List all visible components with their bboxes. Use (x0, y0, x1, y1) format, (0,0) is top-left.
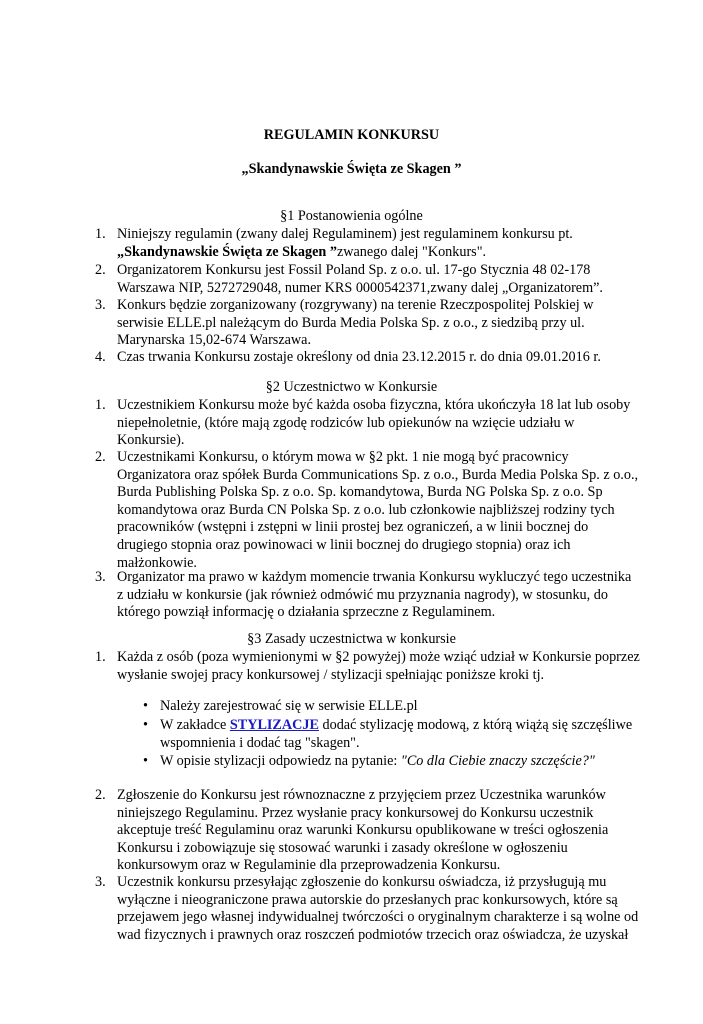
item-number: 3. (95, 569, 106, 585)
section-heading: §2 Uczestnictwo w Konkursie (265, 379, 438, 395)
text-line: Konkursu i zobowiązuje się stosować warunki i zasady określone w ogłoszeniu (117, 839, 568, 856)
item-number: 1. (95, 226, 106, 242)
contest-question: "Co dla Ciebie znaczy szczęście?" (400, 753, 595, 769)
text-line: Konkursie). (117, 432, 185, 449)
text-line: wyłączne i nieograniczone prawa autorskie do przesłanych prac konkursowych, które są (117, 891, 618, 908)
text-line: akceptuje treść Regulaminu oraz warunki Konkursu opublikowane w treści ogłoszenia (117, 822, 609, 839)
text-line: Organizatora oraz spółek Burda Communications Sp. z o.o., Burda Media Polska Sp. z o.o., (117, 466, 639, 483)
text-line: komandytowa oraz Burda CN Polska Sp. z o.o. lub członkowie najbliższej rodziny tych (117, 501, 615, 518)
text-line: niniejszego Regulaminu. Przez wysłanie pracy konkursowej do Konkursu uczestnik (117, 804, 594, 821)
item-number: 2. (95, 449, 106, 465)
text-line: drugiego stopnia oraz powinowaci w linii bocznej do drugiego stopnia) oraz ich (117, 536, 571, 553)
text-line: przejawem jego własnej indywidualnej twórczości o oryginalnym charakterze i są wolne od (117, 909, 639, 926)
text-fragment: W opisie stylizacji odpowiedz na pytanie: (160, 753, 401, 769)
text-line (160, 717, 632, 735)
bullet-text (160, 753, 595, 771)
paragraph (117, 297, 657, 350)
text-line: Burda Publishing Polska Sp. z o.o. Sp. komandytowa, Burda NG Polska Sp. z o.o. Sp (117, 484, 603, 501)
item-number: 4. (95, 349, 106, 365)
document-title: REGULAMIN KONKURSU (263, 127, 440, 143)
paragraph (117, 226, 657, 261)
item-number: 3. (95, 874, 106, 890)
text-line (117, 244, 657, 262)
section-heading: §1 Postanowienia ogólne (280, 208, 423, 224)
text-line: konkursowym oraz w Regulaminie dla przeprowadzenia Konkursu. (117, 857, 501, 874)
text-line: niepełnoletnie, (które mają zgodę rodziców lub opiekunów na wzięcie udziału w (117, 414, 575, 431)
text-line: Konkurs będzie zorganizowany (rozgrywany) na terenie Rzeczpospolitej Polskiej w (117, 297, 594, 313)
text-line: pracowników (wstępni i zstępni w linii prostej bez ograniczeń, a w linii bocznej do (117, 519, 589, 536)
text-fragment: W zakładce (160, 717, 230, 733)
text-line: którego powziął informację o działania sprzeczne z Regulaminem. (117, 604, 496, 621)
section-heading: §3 Zasady uczestnictwa w konkursie (247, 631, 456, 647)
text-line: Czas trwania Konkursu zostaje określony od dnia 23.12.2015 r. do dnia 09.01.2016 r. (117, 349, 601, 365)
bullet-icon: • (143, 753, 148, 769)
text-line: Organizatorem Konkursu jest Fossil Poland Sp. z o.o. ul. 17-go Stycznia 48 02-178 (117, 262, 591, 278)
text-line: Uczestnikami Konkursu, o którym mowa w §2 pkt. 1 nie mogą być pracownicy (117, 449, 569, 465)
paragraph (117, 787, 657, 875)
text-line: z udziału w konkursie (jak również odmówić mu przyznania nagrody), w stosunku, do (117, 586, 608, 603)
contest-name: „Skandynawskie Święta ze Skagen ” (117, 243, 337, 260)
text-line: Warszawa NIP, 5272729048, numer KRS 0000542371,zwany dalej „Organizatorem”. (117, 279, 603, 296)
document-subtitle: „Skandynawskie Święta ze Skagen ” (241, 161, 462, 177)
text-line: serwisie ELLE.pl należącym do Burda Media Polska Sp. z o.o., z siedzibą przy ul. (117, 314, 585, 331)
text-line: Organizator ma prawo w każdym momencie trwania Konkursu wykluczyć tego uczestnika (117, 569, 632, 585)
item-number: 2. (95, 787, 106, 803)
item-number: 3. (95, 297, 106, 313)
text-line: wysłanie swojej pracy konkursowej / stylizacji spełniając poniższe kroki tj. (117, 666, 545, 683)
text-fragment: dodać stylizację modową, z którą wiążą się szczęśliwe (318, 717, 633, 733)
text-line: Zgłoszenie do Konkursu jest równoznaczne z przyjęciem przez Uczestnika warunków (117, 787, 606, 803)
text-line: Niniejszy regulamin (zwany dalej Regulaminem) jest regulaminem konkursu pt. (117, 226, 573, 242)
bullet-text (160, 717, 632, 752)
paragraph (117, 397, 657, 450)
bullet-icon: • (143, 717, 148, 733)
text-line: Każda z osób (poza wymienionymi w §2 powyżej) może wziąć udział w Konkursie poprzez (117, 649, 640, 665)
text-fragment: zwanego dalej "Konkurs". (336, 243, 487, 260)
paragraph (117, 874, 657, 944)
paragraph (117, 262, 657, 297)
stylizacje-link[interactable]: STYLIZACJE (229, 717, 319, 733)
bullet-icon: • (143, 698, 148, 714)
text-line: małżonkowie. (117, 554, 197, 571)
text-line: wspomnienia i dodać tag "skagen". (160, 734, 360, 751)
text-line: wad fizycznych i prawnych oraz roszczeń podmiotów trzecich oraz oświadcza, że uzyskał (117, 926, 629, 943)
text-line: Marynarska 15,02-674 Warszawa. (117, 332, 312, 349)
item-number: 1. (95, 649, 106, 665)
item-number: 2. (95, 262, 106, 278)
item-number: 1. (95, 397, 106, 413)
paragraph (117, 449, 657, 572)
paragraph (117, 349, 657, 367)
bullet-text: Należy zarejestrować się w serwisie ELLE.pl (160, 698, 418, 714)
paragraph (117, 569, 657, 622)
paragraph (117, 649, 657, 684)
text-line: Uczestnik konkursu przesyłając zgłoszenie do konkursu oświadcza, iż przysługują mu (117, 874, 607, 890)
text-line: Uczestnikiem Konkursu może być każda osoba fizyczna, która ukończyła 18 lat lub osoby (117, 397, 631, 413)
